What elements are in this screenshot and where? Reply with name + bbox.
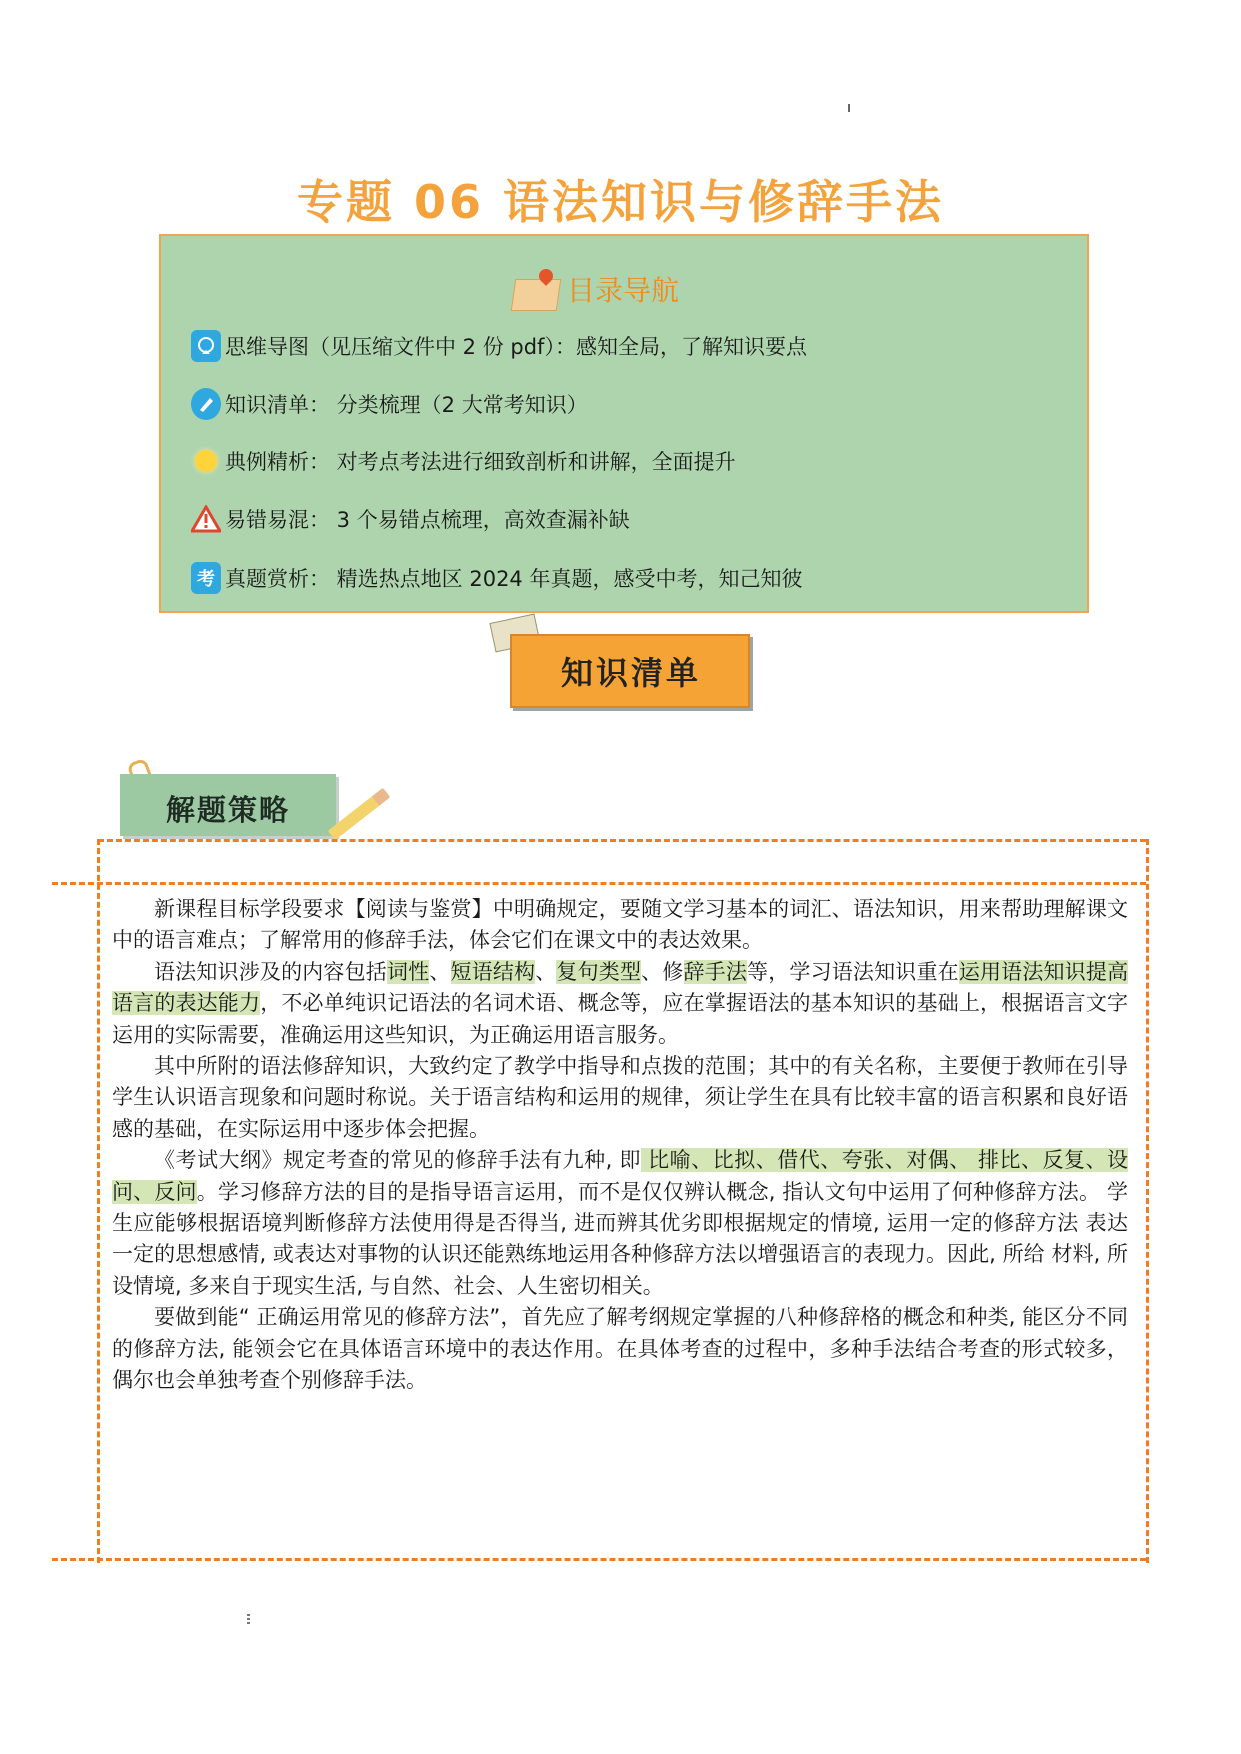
highlight: 复句类型 — [556, 959, 642, 984]
highlight: 词性 — [386, 959, 430, 984]
document-title: 专题 06 语法知识与修辞手法 — [296, 175, 945, 229]
paragraph-4: 《考试大纲》规定考查的常见的修辞手法有九种, 即 比喻、比拟、借代、夸张、对偶、 排比、反复、设 问、反问。学习修辞方法的目的是指导语言运用，而不是仅仅辨认概念, 指认文句中运用了何种修辞方法。 学生应能够根据语境判断修辞方法使用得是否得当, 进而辨其优劣即根据规定的情境, 运用一定的修辞方法 表达一定的思想感情, 或表达对事物的认识还能熟练地运用各种修辞方法以增强语言的表现力。因此, 所给 材料, 所设情境, 多来自于现实生活, 与自然、社会、人生密切相关。 — [112, 1148, 1128, 1298]
table-of-contents-box — [159, 234, 1089, 613]
toc-item-knowledge-list[interactable] — [191, 384, 588, 424]
frame-right-border — [1146, 839, 1149, 1563]
page-dots-mark — [247, 1614, 250, 1626]
toc-item-examples[interactable] — [191, 441, 736, 481]
toc-item-mind-map[interactable] — [191, 326, 807, 366]
frame-top-inner-border — [98, 839, 1146, 842]
checklist-icon — [191, 388, 221, 420]
knowledge-list-banner — [508, 628, 754, 712]
toc-item-label: 易错易混： 3 个易错点梳理，高效查漏补缺 — [225, 508, 630, 532]
paragraph-5: 要做到能“ 正确运用常见的修辞方法”，首先应了解考纲规定掌握的八种修辞格的概念和种类, 能区分不同的修辞方法, 能领会它在具体语言环境中的表达作用。在具体考查的过程中，多种手法结合考查的形式较多，偶尔也会单独考查个别修辞手法。 — [112, 1305, 1128, 1393]
highlight: 运用语法知识提高语言的表达能力 — [112, 959, 1129, 1016]
paragraph-2: 语法知识涉及的内容包括词性、短语结构、复句类型、修辞手法等，学习语法知识重在运用语法知识提高语言的表达能力，不必单纯识记语法的名词术语、概念等，应在掌握语法的基本知识的基础上，根据语言文字运用的实际需要，准确运用这些知识，为正确运用语言服务。 — [112, 959, 1129, 1047]
toc-item-label: 知识清单： 分类梳理（2 大常考知识） — [225, 393, 588, 417]
page-tick-mark — [848, 104, 850, 112]
map-icon — [513, 269, 559, 309]
mind-map-icon — [191, 330, 221, 362]
toc-item-label: 真题赏析： 精选热点地区 2024 年真题，感受中考，知己知彼 — [225, 567, 803, 591]
frame-top-border — [52, 882, 1146, 885]
toc-heading — [513, 266, 679, 312]
toc-item-label: 思维导图（见压缩文件中 2 份 pdf）：感知全局，了解知识要点 — [225, 335, 807, 359]
strategy-body — [112, 894, 1128, 1397]
strategy-tag — [120, 766, 340, 840]
toc-item-label: 典例精析： 对考点考法进行细致剖析和讲解，全面提升 — [225, 450, 736, 474]
warning-icon — [191, 503, 221, 535]
paragraph-1: 新课程目标学段要求【阅读与鉴赏】中明确规定，要随文学习基本的词汇、语法知识，用来帮助理解课文中的语言难点；了解常用的修辞手法，体会它们在课文中的表达效果。 — [112, 897, 1128, 953]
frame-left-border — [97, 839, 100, 1563]
strategy-tag-label: 解题策略 — [165, 793, 290, 827]
lightbulb-icon — [191, 445, 221, 477]
toc-item-past-exams[interactable] — [191, 558, 802, 598]
highlight: 短语结构 — [450, 959, 536, 984]
highlight: 辞手法 — [683, 959, 748, 984]
paragraph-3: 其中所附的语法修辞知识，大致约定了教学中指导和点拨的范围；其中的有关名称，主要便于教师在引导学生认识语言现象和问题时称说。关于语言结构和运用的规律，须让学生在具有比较丰富的语言积累和良好语感的基础，在实际运用中逐步体会把握。 — [112, 1054, 1128, 1141]
toc-heading-text: 目录导航 — [567, 274, 680, 307]
highlight: 比喻、比拟、借代、夸张、对偶、 排比、反复、设 问、反问 — [112, 1148, 1128, 1204]
exam-icon: 考 — [191, 562, 221, 594]
toc-item-common-errors[interactable] — [191, 499, 630, 539]
frame-bottom-border — [52, 1558, 1146, 1561]
banner-label: 知识清单 — [560, 654, 701, 692]
